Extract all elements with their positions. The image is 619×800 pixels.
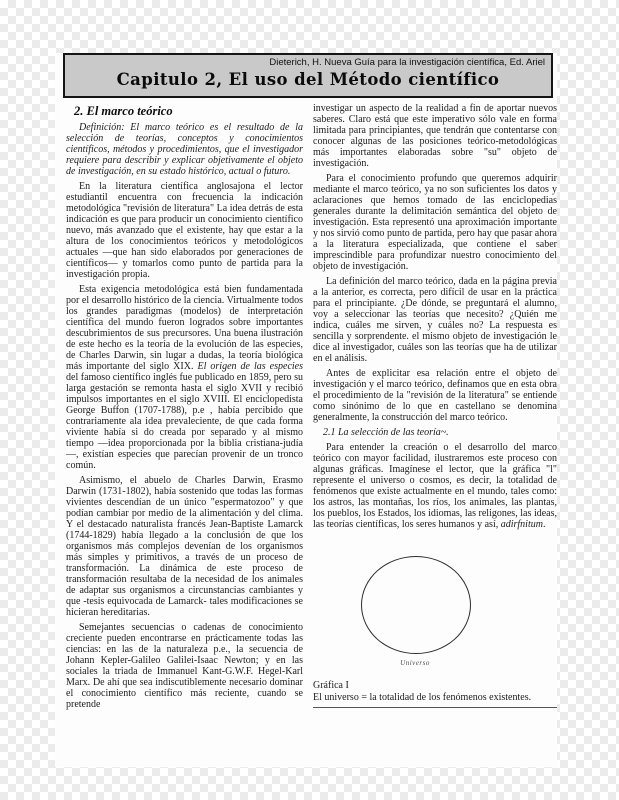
paragraph: Para el conocimiento profundo que queremos adquirir mediante el marco teórico, ya no son suficientes los datos y aclaraciones que hemos tomado de las enciclopedias generales durante la delimitación semántica del objeto de investigación. Esta representó una aproximación importante y nos sirvió como punto de partida, pero hay que pasar ahora a la literatura especializada, que contiene el saber imprescindible para profundizar nuestro conocimiento del objeto de investigación.	[313, 173, 557, 272]
paragraph: La definición del marco teórico, dada en la página previa a la anterior, es correcta, pero difícil de usar en la práctica para el principiante. ¿De dónde, se preguntará el alumno, voy a seleccionar las teorías que necesito? ¿Quién me indica, cuáles me sirven, y cuáles no? La respuesta es sencilla y sorprendente. el mismo objeto de investigación le dice al investigador, cuáles son las teorías que ha de utilizar en el análisis.	[313, 276, 557, 364]
left-column	[66, 103, 303, 763]
chapter-header-box	[63, 53, 553, 98]
paragraph: Semejantes secuencias o cadenas de conocimiento creciente pueden encontrarse en prácticamente todas las ciencias: en las de la naturaleza p.e., la secuencia de Johann Kepler-Galileo Galilei-Isaac Newton; y en las sociales la triada de Immanuel Kant-G.W.F. Hegel-Karl Marx. De ahí que sea indiscutiblemente necesario dominar el conocimiento científico más reciente, cuando se pretende	[66, 622, 303, 710]
right-column-text	[313, 103, 557, 530]
figure-caption	[313, 680, 557, 703]
subsection-heading: 2.1 La selección de las teoría~.	[323, 427, 449, 438]
figure-caption-title: Gráfica I	[313, 680, 349, 691]
paragraph: Para entender la creación o el desarrollo del marco teórico con mayor facilidad, ilustraremos este proceso con algunas gráficas. Imagínese el lector, que la gráfica "l" represente el universo o cosmos, es decir, la totalidad de fenómenos que existe actualmente en el mundo, tales como: los astros, las montañas, los ríos, los animales, las plantas, los pueblos, los Estados, los idiomas, las religones, las ideas, las teorías científicas, los seres humanos y así, adirfnitum.	[313, 442, 557, 530]
figure-divider	[313, 707, 557, 708]
right-column	[313, 103, 557, 763]
paragraph: Asimismo, el abuelo de Charles Darwin, Erasmo Darwin (1731-1802), había sostenido que todas las formas vivientes descendían de un único "espermatozoo" y que podían cambiar por medio de la alimentación y del clima. Y el destacado naturalista francés Jean-Baptiste Lamarck (1744-1829) había llegado a la conclusión de que los organismos más complejos devenían de los organismos más simples y primitivos, a través de un proceso de transformación. La dinámica de este proceso de transformación resultaba de la necesidad de los animales de adaptar sus organismos a circunstancias cambiantes y que -tesis equivocada de Lamarck- tales modificaciones se hicieran hereditarias.	[66, 475, 303, 618]
paragraph: investigar un aspecto de la realidad a fin de aportar nuevos saberes. Claro está que este imperativo sólo vale en forma limitada para principiantes, que tendrán que contentarse con conocer algunas de las posiciones teórico-metodológicas más importantes elaboradas sobre "su" objeto de investigación.	[313, 103, 557, 169]
two-column-text	[55, 103, 557, 763]
paragraph: En la literatura científica anglosajona el lector estudiantil encuentra con frecuencia la indicación metodológica "revisión de literatura" La idea detrás de esta indicación es que para producir un conocimiento científico nuevo, más avanzado que el existente, hay que estar a la altura de los conocimientos teóricos y metodológicos actuales —que han sido elaborados por generaciones de científicos— y tomarlos como punto de partida para la investigación propia.	[66, 181, 303, 280]
document-page	[55, 53, 557, 767]
paragraph: Esta exigencia metodológica está bien fundamentada por el desarrollo histórico de la ciencia. Virtualmente todos los grandes paradigmas (modelos) de interpretación científica del mundo fueron logrados sobre importantes descubrimientos de sus precursores. Una buena ilustración de este hecho es la teoría de la evolución de las especies, de Charles Darwin, sin lugar a dudas, la teoría biológica más importante del siglo XIX. El origen de las especies del famoso científico inglés fue publicado en 1859, pero su larga gestación se remonta hasta el siglo XVII y recibió impulsos importantes en el siglo XVIII. El enciclopedista George Buffon (1707-1788), p.e , había percibido que contrariamente ala idea prevaleciente, de que cada forma viviente había si do creada por separado y al mismo tiempo —idea proporcionada por la biblia cristiana-judía—, existían especies que parecían provenir de un tronco común.	[66, 284, 303, 471]
figure-label: Universo	[400, 659, 430, 667]
book-citation: Dieterich, H. Nueva Guía para la investigación científica, Ed. Ariel	[269, 57, 545, 68]
universe-circle-figure	[361, 556, 471, 654]
figure-caption-text: El universo = la totalidad de los fenómenos existentes.	[313, 691, 532, 703]
figure-block	[313, 556, 557, 708]
chapter-title: Capitulo 2, El uso del Método científico	[116, 70, 500, 89]
paragraph: Antes de explicitar esa relación entre el objeto de investigación y el marco teórico, definamos que en esta obra el procedimiento de la "revisión de la literatura" se entiende como sinónimo de lo que en castellano se denomina generalmente, la construcción del marco teórico.	[313, 368, 557, 423]
section-heading: 2. El marco teórico	[74, 104, 173, 118]
paragraph: Definición: El marco teórico es el resultado de la selección de teorías, conceptos y conocimientos científicos, métodos y procedimientos, que el investigador requiere para describir y explicar objetivamente el objeto de investigación, en su estado histórico, actual o futuro.	[66, 122, 303, 177]
